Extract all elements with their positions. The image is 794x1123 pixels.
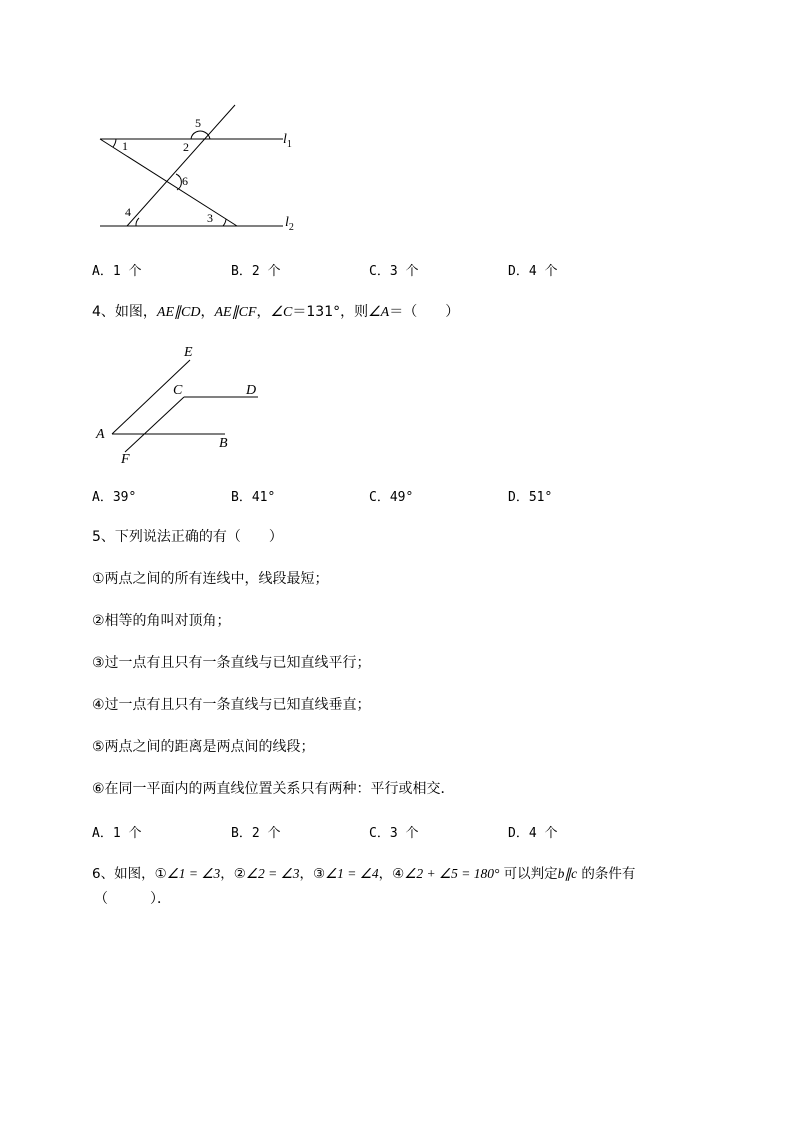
angle-arc-5 [196, 131, 210, 139]
q5-statement-2: ②相等的角叫对顶角； [92, 613, 231, 629]
q5-options [92, 822, 712, 842]
angle-arc-3 [223, 219, 226, 226]
point-F: F [121, 452, 130, 467]
point-B: B [219, 436, 228, 451]
q3-option-a[interactable]: A．1 个 [92, 264, 142, 279]
q4-stem: 4、如图，AE∥CD，AE∥CF，∠C＝131°，则∠A＝（ ） [92, 304, 460, 320]
q6-stem: 6、如图，①∠1 = ∠3，②∠2 = ∠3，③∠1 = ∠4，④∠2 + ∠5 = 180° 可以判定b∥c 的条件有 [92, 866, 636, 882]
q4-options [92, 486, 712, 506]
q5-statement-3: ③过一点有且只有一条直线与已知直线平行； [92, 655, 371, 671]
angle-label-4: 4 [125, 205, 131, 219]
q5-statement-5: ⑤两点之间的距离是两点间的线段； [92, 739, 315, 755]
label-l2: $l_2$ [285, 215, 294, 233]
q4-option-c[interactable]: C．49° [369, 490, 414, 505]
transversal-2 [127, 105, 235, 226]
angle-label-5: 5 [195, 116, 201, 130]
q3-options [92, 260, 712, 280]
q5-option-c[interactable]: C．3 个 [369, 826, 419, 841]
q4-option-b[interactable]: B．41° [231, 490, 276, 505]
q5-statement-1: ①两点之间的所有连线中，线段最短； [92, 571, 329, 587]
q5-option-d[interactable]: D．4 个 [508, 826, 558, 841]
point-A: A [96, 427, 105, 442]
q5-option-a[interactable]: A．1 个 [92, 826, 142, 841]
angle-label-2: 2 [183, 140, 189, 154]
q3-option-b[interactable]: B．2 个 [231, 264, 281, 279]
q5-stem: 5、下列说法正确的有（ ） [92, 529, 283, 545]
angle-label-1: 1 [122, 139, 128, 153]
segment-FC [125, 397, 184, 452]
point-D: D [246, 383, 257, 398]
point-C: C [173, 383, 183, 398]
angle-arc-2 [191, 132, 196, 139]
angle-arc-4 [136, 218, 139, 226]
q4-option-d[interactable]: D．51° [508, 490, 553, 505]
angle-arc-1 [113, 139, 116, 147]
point-E: E [184, 345, 193, 360]
transversal-1 [100, 139, 237, 226]
q5-statement-6: ⑥在同一平面内的两直线位置关系只有两种：平行或相交． [92, 781, 455, 797]
q3-figure [90, 98, 310, 238]
q4-option-a[interactable]: A．39° [92, 490, 137, 505]
q5-statement-4: ④过一点有且只有一条直线与已知直线垂直； [92, 697, 371, 713]
q5-option-b[interactable]: B．2 个 [231, 826, 281, 841]
angle-label-6: 6 [182, 174, 188, 188]
q3-option-c[interactable]: C．3 个 [369, 264, 419, 279]
q3-option-d[interactable]: D．4 个 [508, 264, 558, 279]
angle-label-3: 3 [207, 211, 213, 225]
q4-figure [90, 340, 270, 470]
q6-answer-blank: （ ）． [94, 891, 171, 907]
label-l1: $l_1$ [283, 132, 292, 150]
